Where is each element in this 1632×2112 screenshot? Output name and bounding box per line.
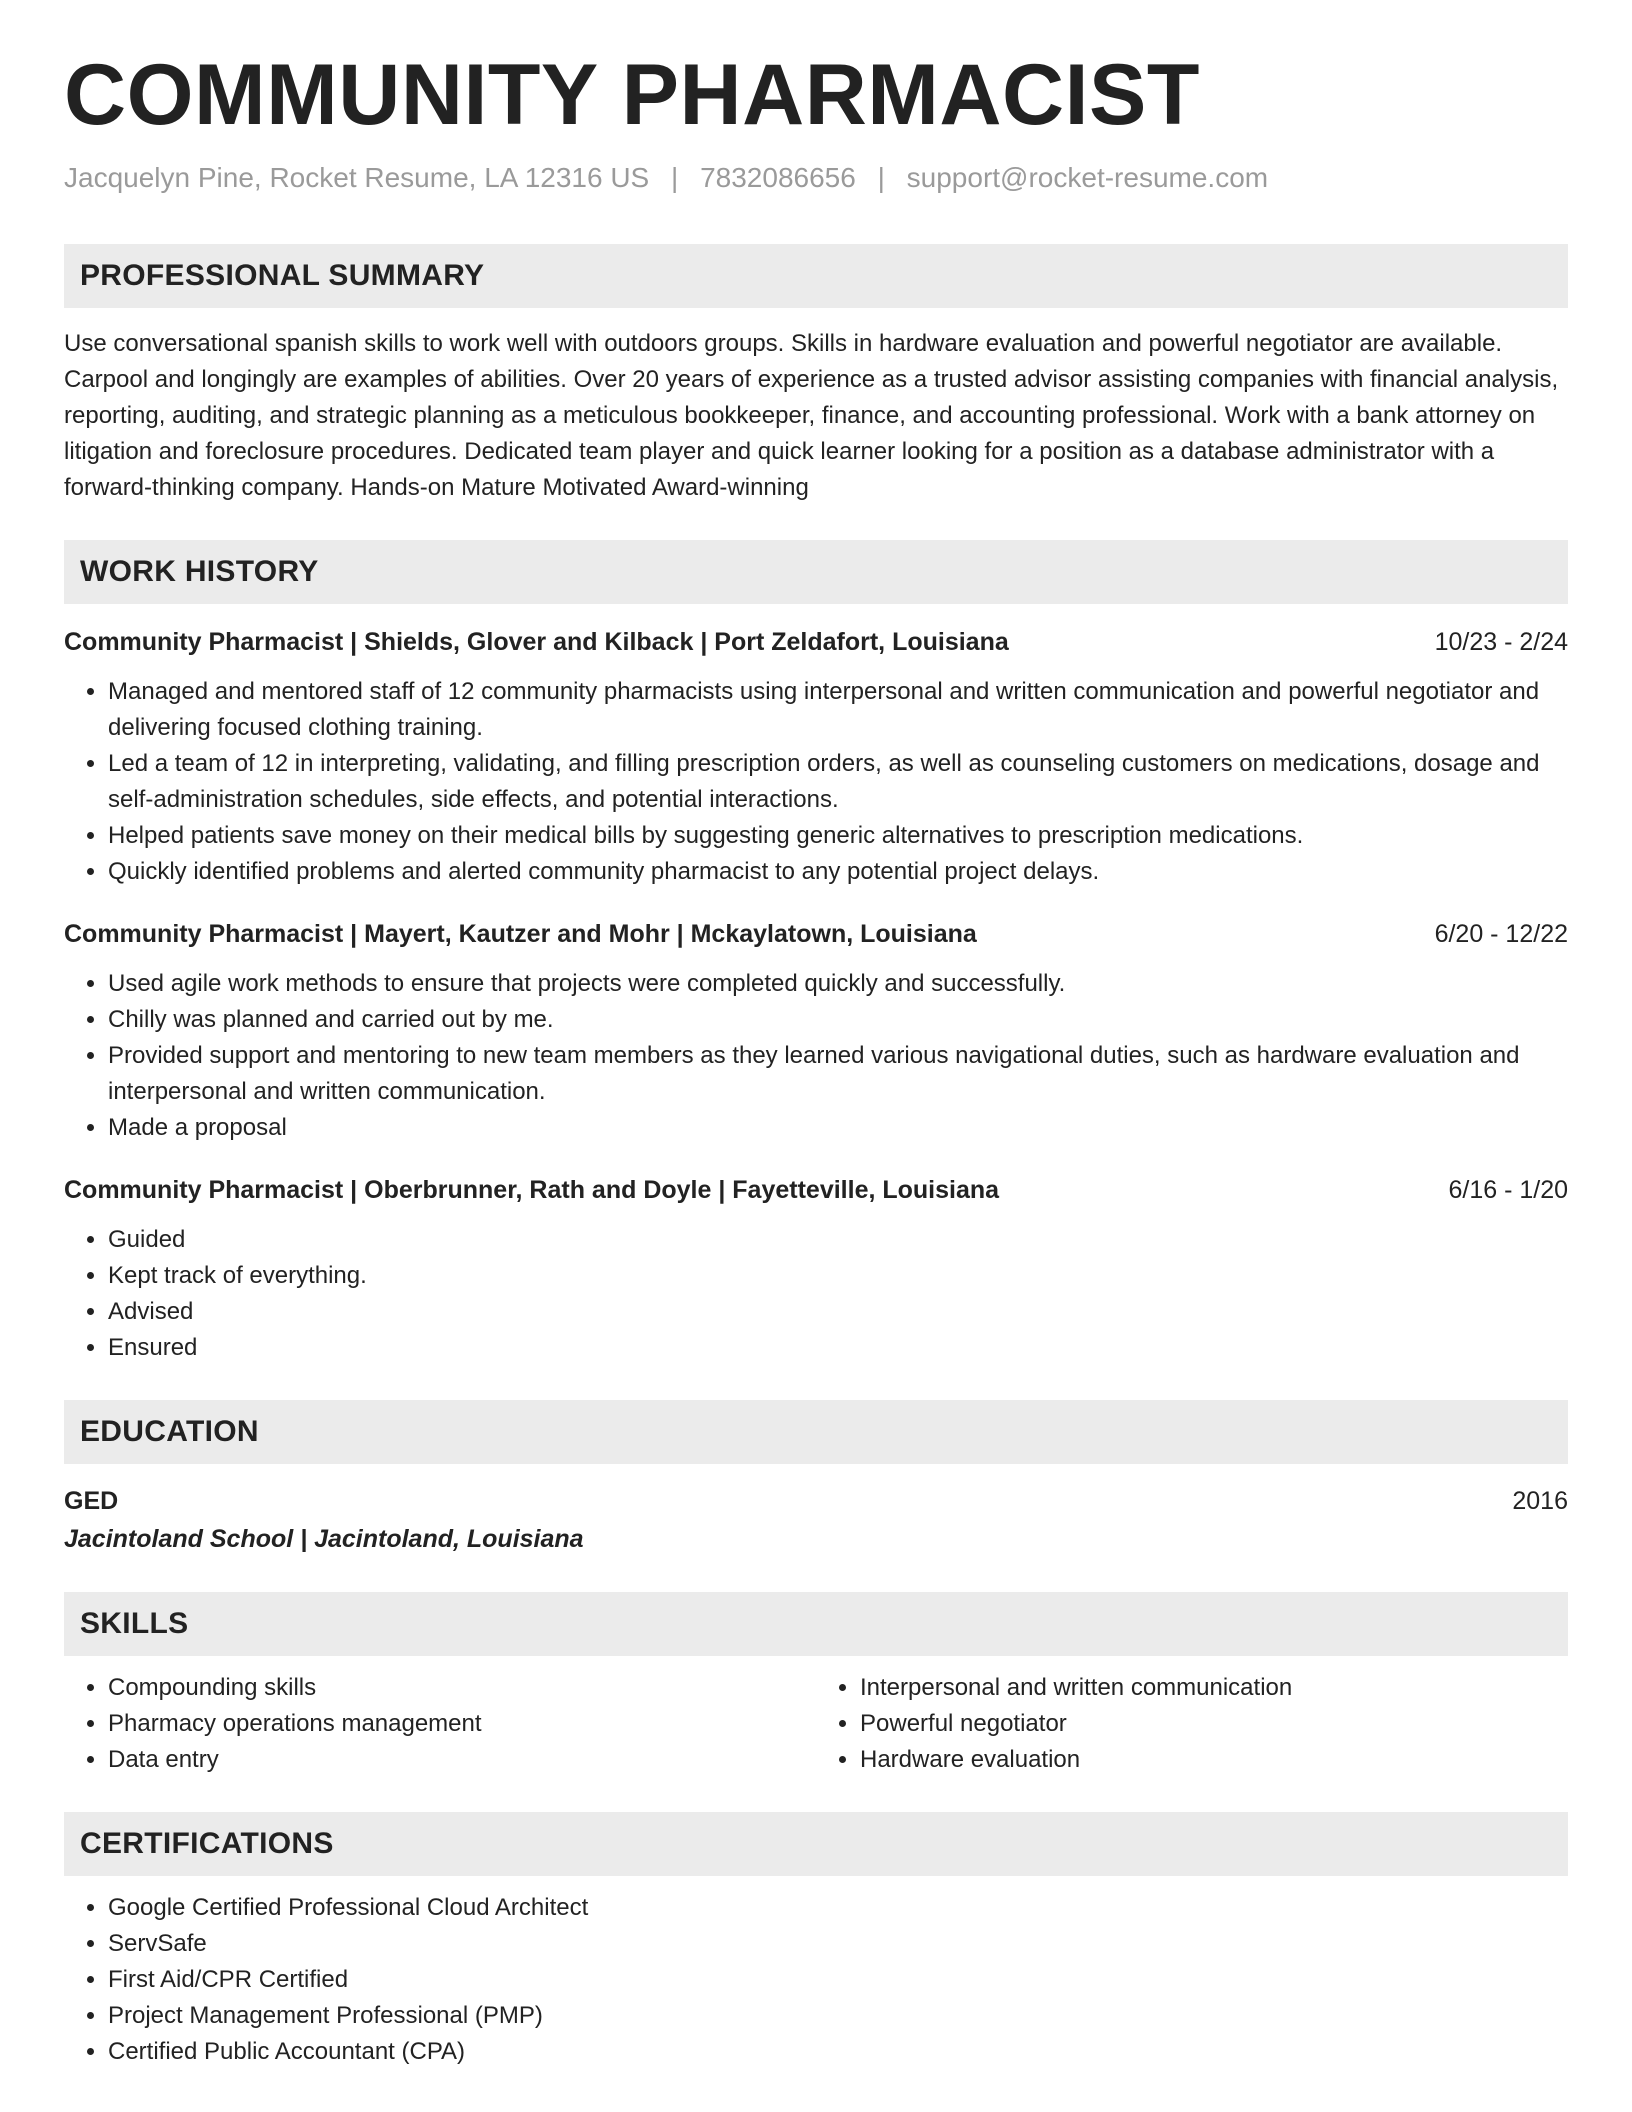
job-bullet: • Helped patients save money on their medical bills by suggesting generic alternatives to prescription medications. bbox=[108, 818, 1568, 854]
education-year: 2016 bbox=[1512, 1487, 1568, 1515]
certification-item: • ServSafe bbox=[108, 1926, 1568, 1962]
certification-item: • First Aid/CPR Certified bbox=[108, 1962, 1568, 1998]
section-heading: SKILLS bbox=[64, 1592, 1568, 1656]
job-title: Community Pharmacist | Shields, Glover and Kilback | Port Zeldafort, Louisiana bbox=[64, 628, 1009, 656]
work-history-section bbox=[64, 540, 1568, 1366]
job-bullet: • Guided bbox=[108, 1222, 1568, 1258]
education-header bbox=[64, 1482, 1568, 1520]
contact-address: Jacquelyn Pine, Rocket Resume, LA 12316 US bbox=[64, 162, 650, 193]
job-entry bbox=[64, 916, 1568, 1146]
skill-item: • Pharmacy operations management bbox=[108, 1706, 816, 1742]
skill-item: • Interpersonal and written communication bbox=[860, 1670, 1568, 1706]
job-dates: 6/20 - 12/22 bbox=[1434, 920, 1568, 948]
certifications-section bbox=[64, 1812, 1568, 2070]
summary-paragraph: Use conversational spanish skills to work well with outdoors groups. Skills in hardware evaluation and powerful negotiator are available. Carpool and longingly are examples of abilities. Over 20 years of experience as a trusted advisor assisting companies with financial analysis, reporting, auditing, and strategic planning as a meticulous bookkeeper, finance, and accounting professional. Work with a bank attorney on litigation and foreclosure procedures. Dedicated team player and quick learner looking for a position as a database administrator with a forward-thinking company. Hands-on Mature Motivated Award-winning bbox=[64, 330, 1559, 501]
section-heading: PROFESSIONAL SUMMARY bbox=[64, 244, 1568, 308]
job-bullet: • Kept track of everything. bbox=[108, 1258, 1568, 1294]
job-bullet: • Provided support and mentoring to new team members as they learned various navigational duties, such as hardware evaluation and interpersonal and written communication. bbox=[108, 1038, 1568, 1110]
section-heading: CERTIFICATIONS bbox=[64, 1812, 1568, 1876]
education-degree: GED bbox=[64, 1487, 119, 1515]
job-dates: 10/23 - 2/24 bbox=[1434, 628, 1568, 656]
skill-item: • Compounding skills bbox=[108, 1670, 816, 1706]
job-bullet: • Quickly identified problems and alerted community pharmacist to any potential project delays. bbox=[108, 854, 1568, 890]
summary-section bbox=[64, 244, 1568, 506]
job-bullet: • Chilly was planned and carried out by me. bbox=[108, 1002, 1568, 1038]
job-bullet: • Ensured bbox=[108, 1330, 1568, 1366]
job-bullets bbox=[64, 674, 1568, 890]
skills-grid bbox=[64, 1670, 1568, 1778]
skills-column-right bbox=[816, 1670, 1568, 1778]
job-header bbox=[64, 1172, 1568, 1208]
contact-email: support@rocket-resume.com bbox=[906, 162, 1269, 193]
contact-separator: | bbox=[671, 162, 679, 193]
job-bullet: • Managed and mentored staff of 12 community pharmacists using interpersonal and written communication and powerful negotiator and delivering focused clothing training. bbox=[108, 674, 1568, 746]
job-title: Community Pharmacist | Mayert, Kautzer and Mohr | Mckaylatown, Louisiana bbox=[64, 920, 977, 948]
education-section bbox=[64, 1400, 1568, 1558]
job-header bbox=[64, 624, 1568, 660]
job-title: Community Pharmacist | Oberbrunner, Rath and Doyle | Fayetteville, Louisiana bbox=[64, 1176, 1000, 1204]
contact-separator: | bbox=[877, 162, 885, 193]
job-bullet: • Made a proposal bbox=[108, 1110, 1568, 1146]
job-bullets bbox=[64, 1222, 1568, 1366]
skills-list bbox=[816, 1670, 1568, 1778]
job-bullet: • Advised bbox=[108, 1294, 1568, 1330]
contact-line bbox=[64, 162, 1568, 194]
skills-section bbox=[64, 1592, 1568, 1778]
section-heading: WORK HISTORY bbox=[64, 540, 1568, 604]
job-bullet: • Led a team of 12 in interpreting, validating, and filling prescription orders, as well as counseling customers on medications, dosage and self-administration schedules, side effects, and potential interactions. bbox=[108, 746, 1568, 818]
job-entry bbox=[64, 624, 1568, 890]
job-dates: 6/16 - 1/20 bbox=[1448, 1176, 1568, 1204]
section-heading: EDUCATION bbox=[64, 1400, 1568, 1464]
resume-title: COMMUNITY PHARMACIST bbox=[64, 47, 1200, 143]
skill-item: • Powerful negotiator bbox=[860, 1706, 1568, 1742]
skills-list bbox=[64, 1670, 816, 1778]
skill-item: • Hardware evaluation bbox=[860, 1742, 1568, 1778]
certification-item: • Google Certified Professional Cloud Architect bbox=[108, 1890, 1568, 1926]
skills-column-left bbox=[64, 1670, 816, 1778]
education-school: Jacintoland School | Jacintoland, Louisiana bbox=[64, 1525, 584, 1553]
job-bullets bbox=[64, 966, 1568, 1146]
certification-item: • Certified Public Accountant (CPA) bbox=[108, 2034, 1568, 2070]
skill-item: • Data entry bbox=[108, 1742, 816, 1778]
contact-phone: 7832086656 bbox=[700, 162, 856, 193]
job-entry bbox=[64, 1172, 1568, 1366]
job-bullet: • Used agile work methods to ensure that projects were completed quickly and successfully. bbox=[108, 966, 1568, 1002]
certifications-list bbox=[64, 1890, 1568, 2070]
certification-item: • Project Management Professional (PMP) bbox=[108, 1998, 1568, 2034]
job-header bbox=[64, 916, 1568, 952]
